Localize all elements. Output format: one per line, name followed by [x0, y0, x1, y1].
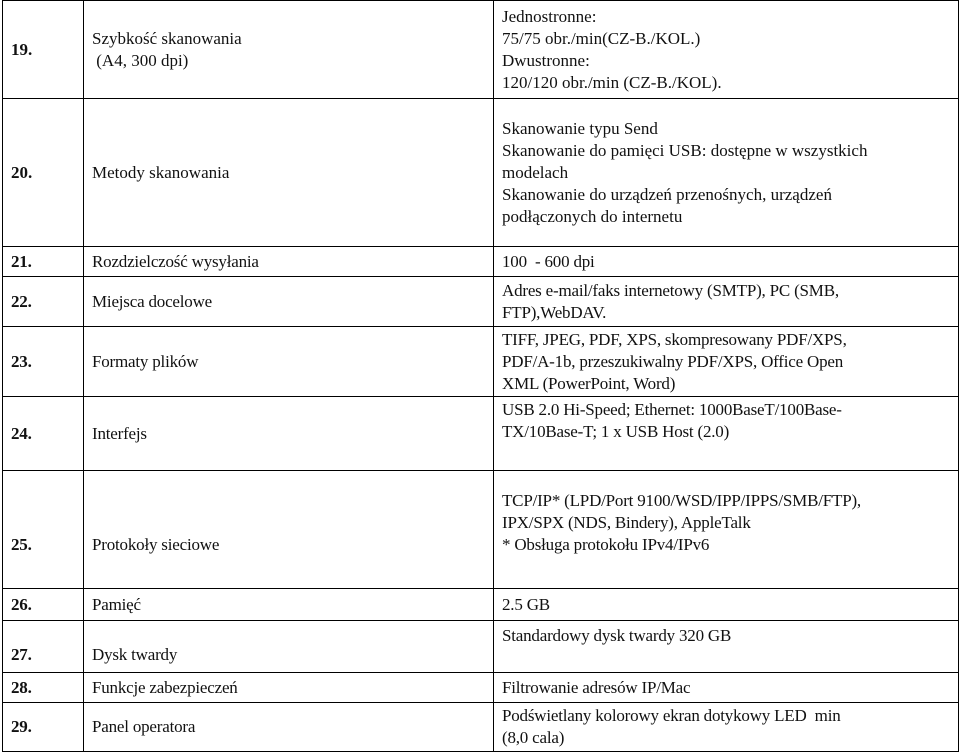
- row-number: 27.: [3, 621, 84, 673]
- row-value: USB 2.0 Hi-Speed; Ethernet: 1000BaseT/100Base- TX/10Base-T; 1 x USB Host (2.0): [494, 397, 959, 471]
- row-number: 19.: [3, 1, 84, 99]
- row-label: Pamięć: [84, 589, 494, 621]
- table-row: [3, 99, 959, 247]
- table-row: [3, 277, 959, 327]
- row-label: Protokoły sieciowe: [84, 471, 494, 589]
- row-number: 28.: [3, 673, 84, 703]
- row-label: Rozdzielczość wysyłania: [84, 247, 494, 277]
- row-value: Standardowy dysk twardy 320 GB: [494, 621, 959, 673]
- row-label: Interfejs: [84, 397, 494, 471]
- row-number: 21.: [3, 247, 84, 277]
- row-value: TCP/IP* (LPD/Port 9100/WSD/IPP/IPPS/SMB/FTP), IPX/SPX (NDS, Bindery), AppleTalk * Obsługa protokołu IPv4/IPv6: [494, 471, 959, 589]
- table-row: [3, 589, 959, 621]
- row-value: Adres e-mail/faks internetowy (SMTP), PC (SMB, FTP),WebDAV.: [494, 277, 959, 327]
- row-value: 2.5 GB: [494, 589, 959, 621]
- row-value: Podświetlany kolorowy ekran dotykowy LED min (8,0 cala): [494, 703, 959, 752]
- table-row: [3, 1, 959, 99]
- table-row: [3, 397, 959, 471]
- table-row: [3, 703, 959, 752]
- row-value: 100 - 600 dpi: [494, 247, 959, 277]
- row-number: 22.: [3, 277, 84, 327]
- spec-table: [2, 0, 959, 752]
- table-row: [3, 327, 959, 397]
- row-value: TIFF, JPEG, PDF, XPS, skompresowany PDF/XPS, PDF/A-1b, przeszukiwalny PDF/XPS, Office Open XML (PowerPoint, Word): [494, 327, 959, 397]
- row-number: 23.: [3, 327, 84, 397]
- row-value: Jednostronne: 75/75 obr./min(CZ-B./KOL.) Dwustronne: 120/120 obr./min (CZ-B./KOL).: [494, 1, 959, 99]
- table-row: [3, 673, 959, 703]
- table-row: [3, 471, 959, 589]
- row-label: Dysk twardy: [84, 621, 494, 673]
- row-label: Miejsca docelowe: [84, 277, 494, 327]
- row-value: Skanowanie typu Send Skanowanie do pamięci USB: dostępne w wszystkich modelach Skanowanie do urządzeń przenośnych, urządzeń podłączonych do internetu: [494, 99, 959, 247]
- row-label: Funkcje zabezpieczeń: [84, 673, 494, 703]
- row-label: Panel operatora: [84, 703, 494, 752]
- table-row: [3, 621, 959, 673]
- row-number: 29.: [3, 703, 84, 752]
- row-number: 25.: [3, 471, 84, 589]
- row-number: 20.: [3, 99, 84, 247]
- row-value: Filtrowanie adresów IP/Mac: [494, 673, 959, 703]
- row-label: Szybkość skanowania (A4, 300 dpi): [84, 1, 494, 99]
- row-label: Metody skanowania: [84, 99, 494, 247]
- row-number: 26.: [3, 589, 84, 621]
- table-row: [3, 247, 959, 277]
- row-number: 24.: [3, 397, 84, 471]
- row-label: Formaty plików: [84, 327, 494, 397]
